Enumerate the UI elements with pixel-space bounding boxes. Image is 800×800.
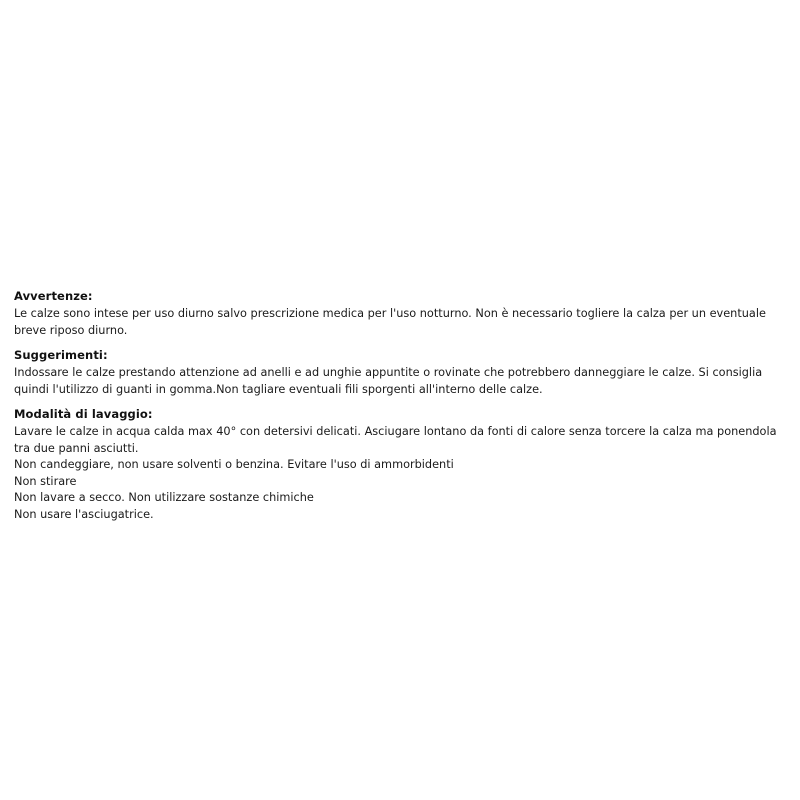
section-heading-suggerimenti: Suggerimenti:: [14, 348, 108, 362]
section-suggerimenti: [14, 347, 786, 398]
section-heading-modalita-lavaggio: Modalità di lavaggio:: [14, 407, 153, 421]
paragraph-lavaggio-3: Non stirare: [14, 474, 77, 488]
section-avvertenze: [14, 288, 786, 339]
paragraph-lavaggio-5: Non usare l'asciugatrice.: [14, 507, 154, 521]
document-content: [14, 288, 786, 525]
paragraph-lavaggio-4: Non lavare a secco. Non utilizzare sostanze chimiche: [14, 491, 314, 504]
section-heading-avvertenze: Avvertenze:: [14, 289, 93, 303]
paragraph-avvertenze-1: Le calze sono intese per uso diurno salvo prescrizione medica per l'uso notturno. Non è necessario togliere la calza per un eventuale breve riposo diurno.: [14, 307, 766, 337]
paragraph-lavaggio-2: Non candeggiare, non usare solventi o benzina. Evitare l'uso di ammorbidenti: [14, 458, 454, 471]
paragraph-suggerimenti-1: Indossare le calze prestando attenzione ad anelli e ad unghie appuntite o rovinate che potrebbero danneggiare le calze. Si consiglia quindi l'utilizzo di guanti in gomma.Non tagliare eventuali fili sporgenti all'interno delle calze.: [14, 366, 763, 396]
section-modalita-lavaggio: [14, 406, 786, 523]
paragraph-lavaggio-1: Lavare le calze in acqua calda max 40° con detersivi delicati. Asciugare lontano da fonti di calore senza torcere la calza ma ponendola tra due panni asciutti.: [14, 425, 777, 455]
